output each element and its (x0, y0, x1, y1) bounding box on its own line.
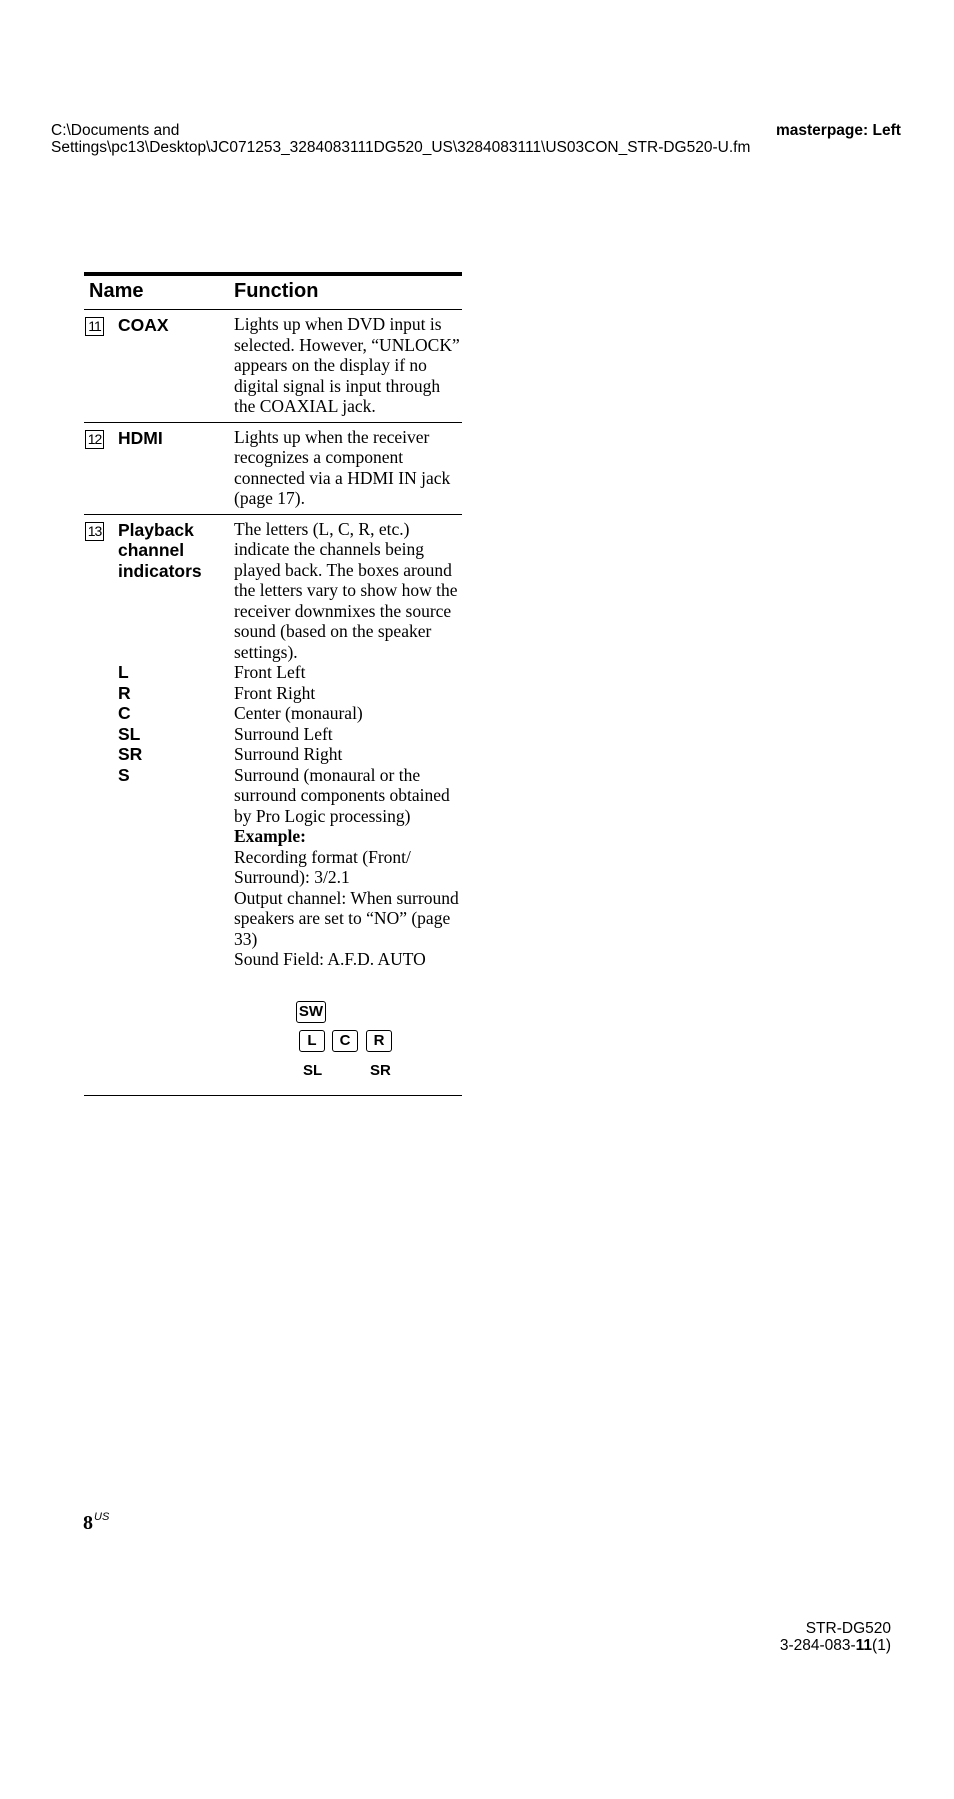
channel-description: Front Right (234, 682, 316, 703)
channel-description: Surround Left (234, 723, 333, 744)
channel-entry (118, 764, 462, 827)
masterpage-label: masterpage: Left (776, 122, 901, 139)
model-footer (780, 1620, 891, 1654)
item-function (234, 310, 462, 422)
example-line: Recording format (Front/ Surround): 3/2.1 (234, 846, 411, 887)
example-line: Sound Field: A.F.D. AUTO (234, 949, 426, 969)
channel-box-sw: SW (296, 1001, 326, 1023)
function-text: Lights up when the receiver recognizes a component connected via a HDMI IN jack (page 17). (234, 426, 451, 508)
table-row (84, 310, 462, 423)
part-suffix: (1) (872, 1637, 891, 1654)
channel-description: Surround Right (234, 744, 343, 764)
channel-code: S (118, 764, 130, 785)
channel-code: SR (118, 744, 143, 764)
item-name: HDMI (118, 427, 163, 448)
table-row (84, 423, 462, 515)
channel-code: R (118, 682, 131, 703)
channel-entry (118, 682, 462, 704)
example-label: Example: (234, 826, 306, 846)
column-header-name: Name (89, 280, 144, 302)
part-number (780, 1637, 891, 1654)
part-bold: 11 (855, 1637, 873, 1654)
indicator-table (84, 272, 462, 1096)
channel-code: L (118, 662, 129, 682)
channel-entry (118, 723, 462, 745)
channel-entry (118, 662, 462, 683)
item-name: Playback channel indicators (118, 519, 202, 581)
table-row (84, 515, 462, 1096)
channel-label-sl: SL (303, 1061, 323, 1079)
page-number-value: 8 (83, 1512, 93, 1534)
channel-box-c: C (332, 1030, 358, 1052)
item-number: 12 (85, 430, 104, 449)
part-prefix: 3-284-083- (779, 1637, 856, 1654)
model-name: STR-DG520 (805, 1620, 891, 1637)
channel-description: Front Left (234, 662, 306, 682)
item-function (234, 423, 462, 514)
channel-code: C (118, 703, 131, 723)
channel-entry (118, 744, 462, 765)
page-number-suffix: US (94, 1511, 110, 1523)
channel-entry (118, 703, 462, 724)
channel-label-sr: SR (370, 1061, 391, 1079)
item-number: 13 (85, 522, 104, 541)
channel-box-r: R (366, 1030, 392, 1052)
page-number (83, 1511, 109, 1535)
function-text: The letters (L, C, R, etc.) indicate the channels being played back. The boxes around the letters vary to show how the receiver downmixes the source sound (based on the speaker settings). (234, 518, 458, 662)
channel-description: Center (monaural) (234, 703, 363, 723)
file-path-header: C:\Documents and Settings\pc13\Desktop\JC071253_3284083111DG520_US\3284083111\US03CON_STR-DG520-U.fm (51, 122, 751, 156)
channel-description: Surround (monaural or the surround components obtained by Pro Logic processing) (234, 764, 450, 826)
item-number: 11 (85, 317, 104, 336)
function-text: Lights up when DVD input is selected. However, “UNLOCK” appears on the display if no digital signal is input through the COAXIAL jack. (234, 314, 460, 416)
channel-box-l: L (299, 1030, 325, 1052)
table-header (84, 272, 462, 310)
channel-code: SL (118, 723, 141, 744)
channel-diagram (234, 970, 462, 1090)
item-name: COAX (118, 315, 169, 335)
column-header-function: Function (234, 280, 319, 302)
example-line: Output channel: When surround speakers are set to “NO” (page 33) (234, 887, 459, 949)
